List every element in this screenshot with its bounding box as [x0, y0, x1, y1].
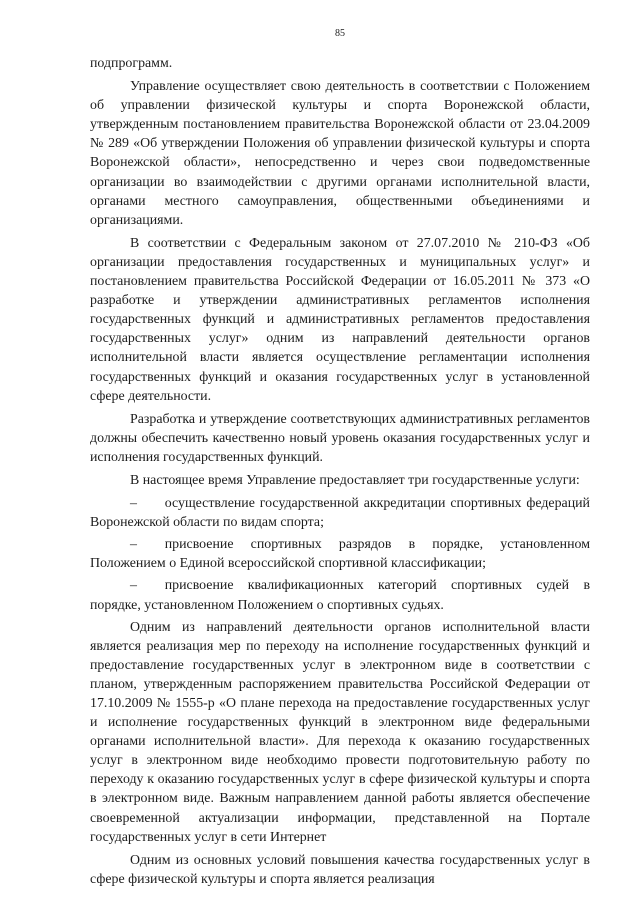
paragraph-services-intro: В настоящее время Управление предоставляет три государственные услуги: [130, 472, 580, 488]
list-item-sport-ranks: – присвоение спортивных разрядов в порядке, установленном Положением о Единой всероссийской спортивной классификации; [90, 537, 590, 572]
paragraph-continuation: подпрограмм. [90, 56, 173, 71]
page-number: 85 [335, 28, 345, 39]
paragraph-quality-conditions: Одним из основных условий повышения качества государственных услуг в сфере физической культуры и спорта является реализация [90, 852, 590, 887]
paragraph-electronic-services: Одним из направлений деятельности органов исполнительной власти является реализация мер по переходу на исполнение государственных функций и предоставление государственных услуг в электронном виде в соответствии с планом, утвержденным распоряжением правительства Российской Федерации от 17.10.2009 № 1555-р «О плане перехода на предоставление государственных услуг и исполнение государственных функций в электронном виде федеральными органами исполнительной власти». Для перехода к оказанию государственных услуг в электронном виде необходимо провести подготовительную работу по переходу к оказанию государственных услуг в сфере физической культуры и спорта в электронном виде. Важным направлением данной работы является обеспечение своевременной актуализации информации, представленной на Портале государственных услуг в сети Интернет [90, 619, 590, 845]
paragraph-department-regulation: Управление осуществляет свою деятельность в соответствии с Положением об управлении физической культуры и спорта Воронежской области, утвержденным постановлением правительства Воронежской области от 23.04.2009 № 289 «Об утверждении Положения об управлении физической культуры и спорта Воронежской области», непосредственно и через свои подведомственные организации во взаимодействии с другими органами исполнительной власти, органами местного самоуправления, общественными объединениями и организациями. [90, 79, 590, 228]
list-item-accreditation: – осуществление государственной аккредитации спортивных федераций Воронежской области по видам спорта; [90, 496, 590, 531]
paragraph-federal-law: В соответствии с Федеральным законом от 27.07.2010 № 210-ФЗ «Об организации предоставления государственных и муниципальных услуг» и постановлением правительства Российской Федерации от 16.05.2011 № 373 «О разработке и утверждении административных регламентов исполнения государственных функций и административных регламентов предоставления государственных услуг» одним из направлений деятельности органов исполнительной власти является осуществление регламентации исполнения государственных функций и оказания государственных услуг в установленной сфере деятельности. [90, 235, 590, 404]
paragraph-regulations-development: Разработка и утверждение соответствующих административных регламентов должны обеспечить качественно новый уровень оказания государственных услуг и исполнения государственных функций. [90, 411, 590, 465]
list-item-judge-categories: – присвоение квалификационных категорий спортивных судей в порядке, установленном Положением о спортивных судьях. [90, 578, 590, 613]
